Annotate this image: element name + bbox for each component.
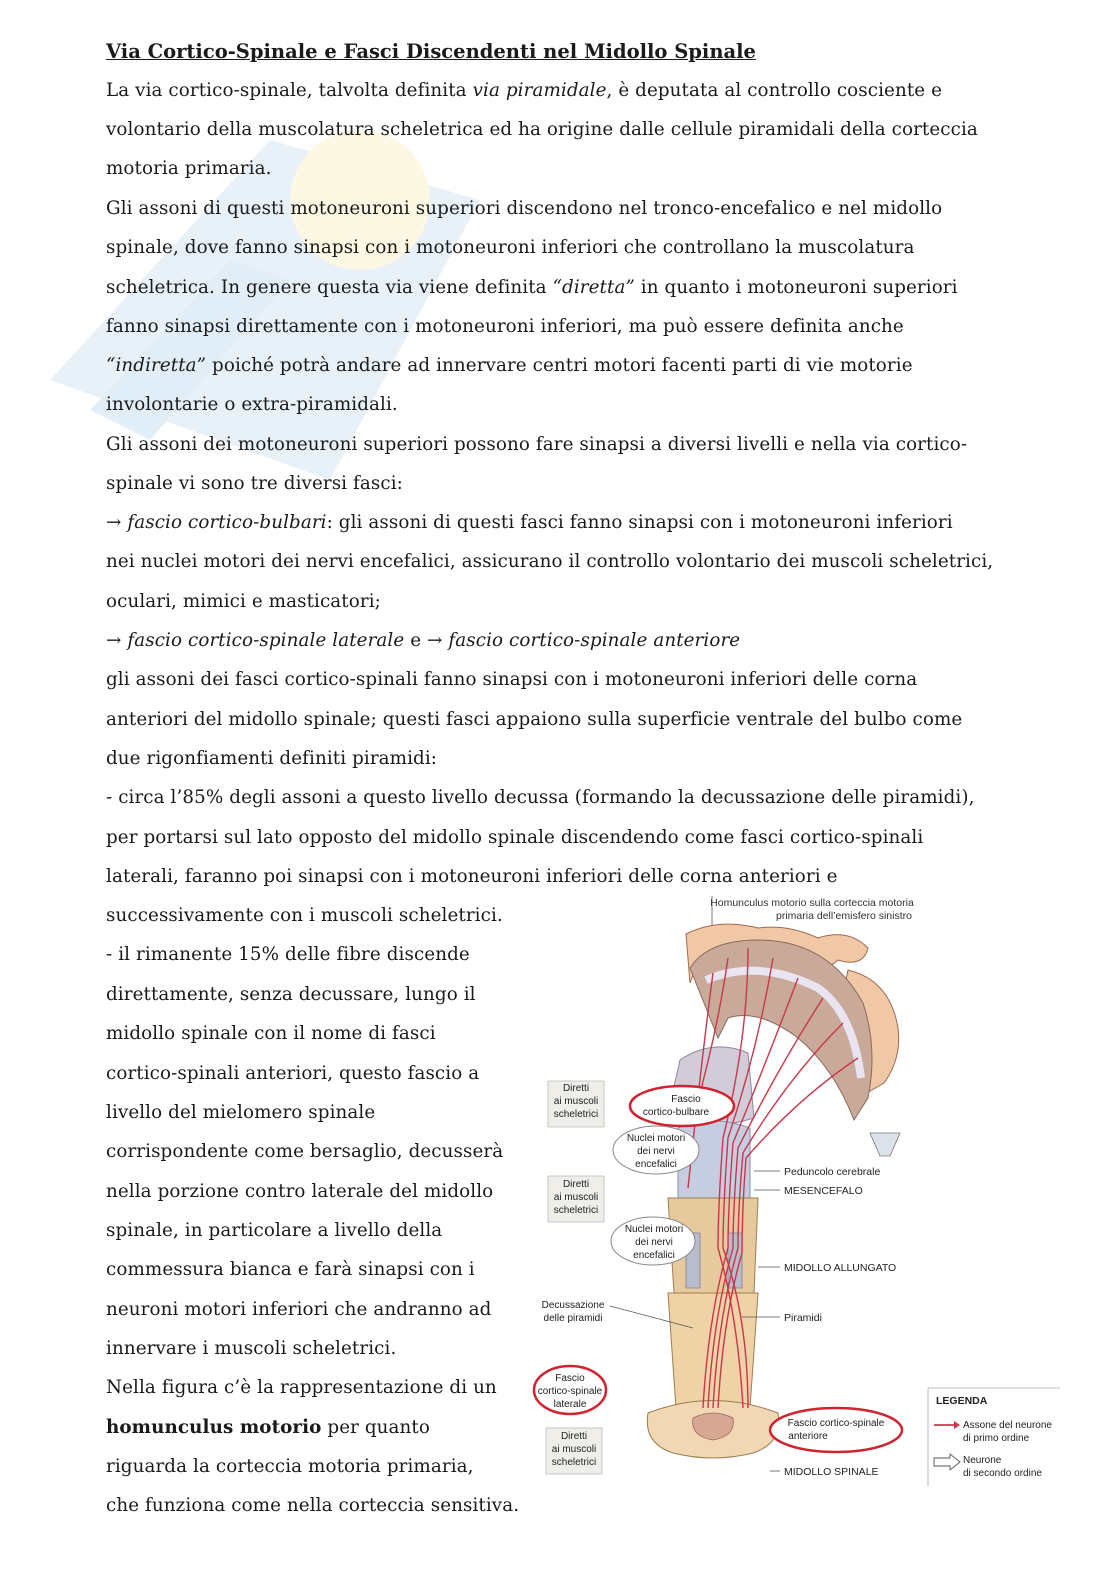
text-line: successivamente con i muscoli scheletrici. <box>106 905 503 926</box>
label-text: encefalici <box>633 1250 675 1261</box>
label-text: ai muscoli <box>553 1192 599 1203</box>
text-line: corrispondente come bersaglio, decusserà <box>106 1141 504 1162</box>
legend <box>928 1388 1060 1486</box>
text-line: laterali, faranno poi sinapsi con i motoneuroni inferiori delle corna anteriori e <box>106 866 838 887</box>
label-text: MIDOLLO SPINALE <box>784 1466 879 1478</box>
text-line: nei nuclei motori dei nervi encefalici, assicurano il controllo volontario dei muscoli scheletrici, <box>106 551 994 572</box>
label-text: ai muscoli <box>553 1096 599 1107</box>
text-line: cortico-spinali anteriori, questo fascio a <box>106 1063 480 1084</box>
label-text: Nuclei motori <box>626 1133 686 1144</box>
text-line: per portarsi sul lato opposto del midollo spinale discendendo come fasci cortico-spinali <box>106 827 924 848</box>
text-line: fanno sinapsi direttamente con i motoneuroni inferiori, ma può essere definita anche <box>106 316 904 337</box>
arrow-right-icon: → <box>106 630 128 651</box>
text-line: neuroni motori inferiori che andranno ad <box>106 1299 492 1320</box>
label-text: scheletrici <box>553 1109 599 1120</box>
text-line: direttamente, senza decussare, lungo il <box>106 984 476 1005</box>
highlight-fascio-cortico-spinale-anteriore <box>770 1408 902 1452</box>
text-line: due rigonfiamenti definiti piramidi: <box>106 748 438 769</box>
text-line: riguarda la corteccia motoria primaria, <box>106 1456 474 1477</box>
label-text: Fascio <box>555 1373 585 1384</box>
text-line: spinale, dove fanno sinapsi con i motoneuroni inferiori che controllano la muscolatura <box>106 237 915 258</box>
label-text: Fascio <box>671 1094 701 1105</box>
label-text: MESENCEFALO <box>784 1185 863 1197</box>
text-line: Nella figura c’è la rappresentazione di un <box>106 1377 497 1398</box>
tongue-throat <box>870 1133 900 1156</box>
label-text: Nuclei motori <box>624 1224 684 1235</box>
page-title: Via Cortico-Spinale e Fasci Discendenti nel Midollo Spinale <box>106 40 756 63</box>
text-line: midollo spinale con il nome di fasci <box>106 1023 436 1044</box>
text-line: commessura bianca e farà sinapsi con i <box>106 1259 475 1280</box>
label-text: Diretti <box>562 1083 590 1094</box>
label-text: Decussazione <box>541 1300 605 1311</box>
figure-caption: Homunculus motorio sulla corteccia motoria <box>710 897 914 909</box>
label-text: MIDOLLO ALLUNGATO <box>784 1262 897 1274</box>
text-line: gli assoni dei fasci cortico-spinali fanno sinapsi con i motoneuroni inferiori delle corna <box>106 669 918 690</box>
text-line: oculari, mimici e masticatori; <box>106 591 381 612</box>
legend-title: LEGENDA <box>936 1395 988 1407</box>
label-text: scheletrici <box>553 1205 599 1216</box>
legend-text: Assone del neurone <box>963 1420 1052 1431</box>
text-line: - circa l’85% degli assoni a questo livello decussa (formando la decussazione delle piramidi), <box>106 787 975 808</box>
figure-caption: primaria dell’emisfero sinistro <box>776 910 912 922</box>
text-line: livello del mielomero spinale <box>106 1102 376 1123</box>
text-line: spinale, in particolare a livello della <box>106 1220 443 1241</box>
label-text: anteriore <box>788 1431 828 1442</box>
label-text: cortico-spinale <box>537 1386 603 1397</box>
corticospinal-figure <box>518 888 1078 1513</box>
outline-arrow-icon <box>934 1454 960 1470</box>
text-line: innervare i muscoli scheletrici. <box>106 1338 397 1359</box>
arrow-right-icon: → <box>106 512 128 533</box>
text-line: involontarie o extra-piramidali. <box>106 394 398 415</box>
text-line: Gli assoni dei motoneuroni superiori possono fare sinapsi a diversi livelli e nella via cortico- <box>106 434 968 455</box>
label-text: Diretti <box>560 1431 588 1442</box>
text-line: motoria primaria. <box>106 158 272 179</box>
label-text: dei nervi <box>637 1146 675 1157</box>
arrow-right-icon: → <box>427 630 449 651</box>
text-line: Gli assoni di questi motoneuroni superiori discendono nel tronco-encefalico e nel midollo <box>106 198 943 219</box>
label-text: Peduncolo cerebrale <box>784 1166 881 1178</box>
text-line: “indiretta” poiché potrà andare ad innervare centri motori facenti parti di vie motorie <box>106 355 913 376</box>
label-text: delle piramidi <box>543 1313 603 1324</box>
label-text: dei nervi <box>635 1237 673 1248</box>
fascio-cortico-bulbari-line: → fascio cortico-bulbari: gli assoni di questi fasci fanno sinapsi con i motoneuroni inferiori <box>106 512 953 533</box>
legend-text: di secondo ordine <box>963 1468 1042 1479</box>
text-line: anteriori del midollo spinale; questi fasci appaiono sulla superficie ventrale del bulbo come <box>106 709 963 730</box>
text-line: homunculus motorio per quanto <box>106 1417 430 1438</box>
label-text: encefalici <box>635 1159 677 1170</box>
label-text: Fascio cortico-spinale <box>787 1418 885 1429</box>
text-line: che funziona come nella corteccia sensitiva. <box>106 1495 520 1516</box>
label-text: cortico-bulbare <box>642 1107 710 1118</box>
legend-text: Neurone <box>963 1455 1002 1466</box>
fascio-cortico-spinale-line: → fascio cortico-spinale laterale e → fascio cortico-spinale anteriore <box>106 630 741 651</box>
legend-text: di primo ordine <box>963 1433 1030 1444</box>
text-line: scheletrica. In genere questa via viene definita “diretta” in quanto i motoneuroni superiori <box>106 277 958 298</box>
highlight-fascio-cortico-bulbare <box>630 1086 734 1126</box>
label-text: laterale <box>553 1399 587 1410</box>
red-arrow-icon <box>954 1421 960 1429</box>
text-line: volontario della muscolatura scheletrica ed ha origine dalle cellule piramidali della corteccia <box>106 119 978 140</box>
label-text: scheletrici <box>551 1457 597 1468</box>
label-text: ai muscoli <box>551 1444 597 1455</box>
text-line: nella porzione contro laterale del midollo <box>106 1181 494 1202</box>
text-line: - il rimanente 15% delle fibre discende <box>106 944 470 965</box>
label-text: Diretti <box>562 1179 590 1190</box>
label-text: Piramidi <box>784 1312 822 1324</box>
text-line: La via cortico-spinale, talvolta definita via piramidale, è deputata al controllo cosciente e <box>106 80 943 101</box>
text-line: spinale vi sono tre diversi fasci: <box>106 473 403 494</box>
